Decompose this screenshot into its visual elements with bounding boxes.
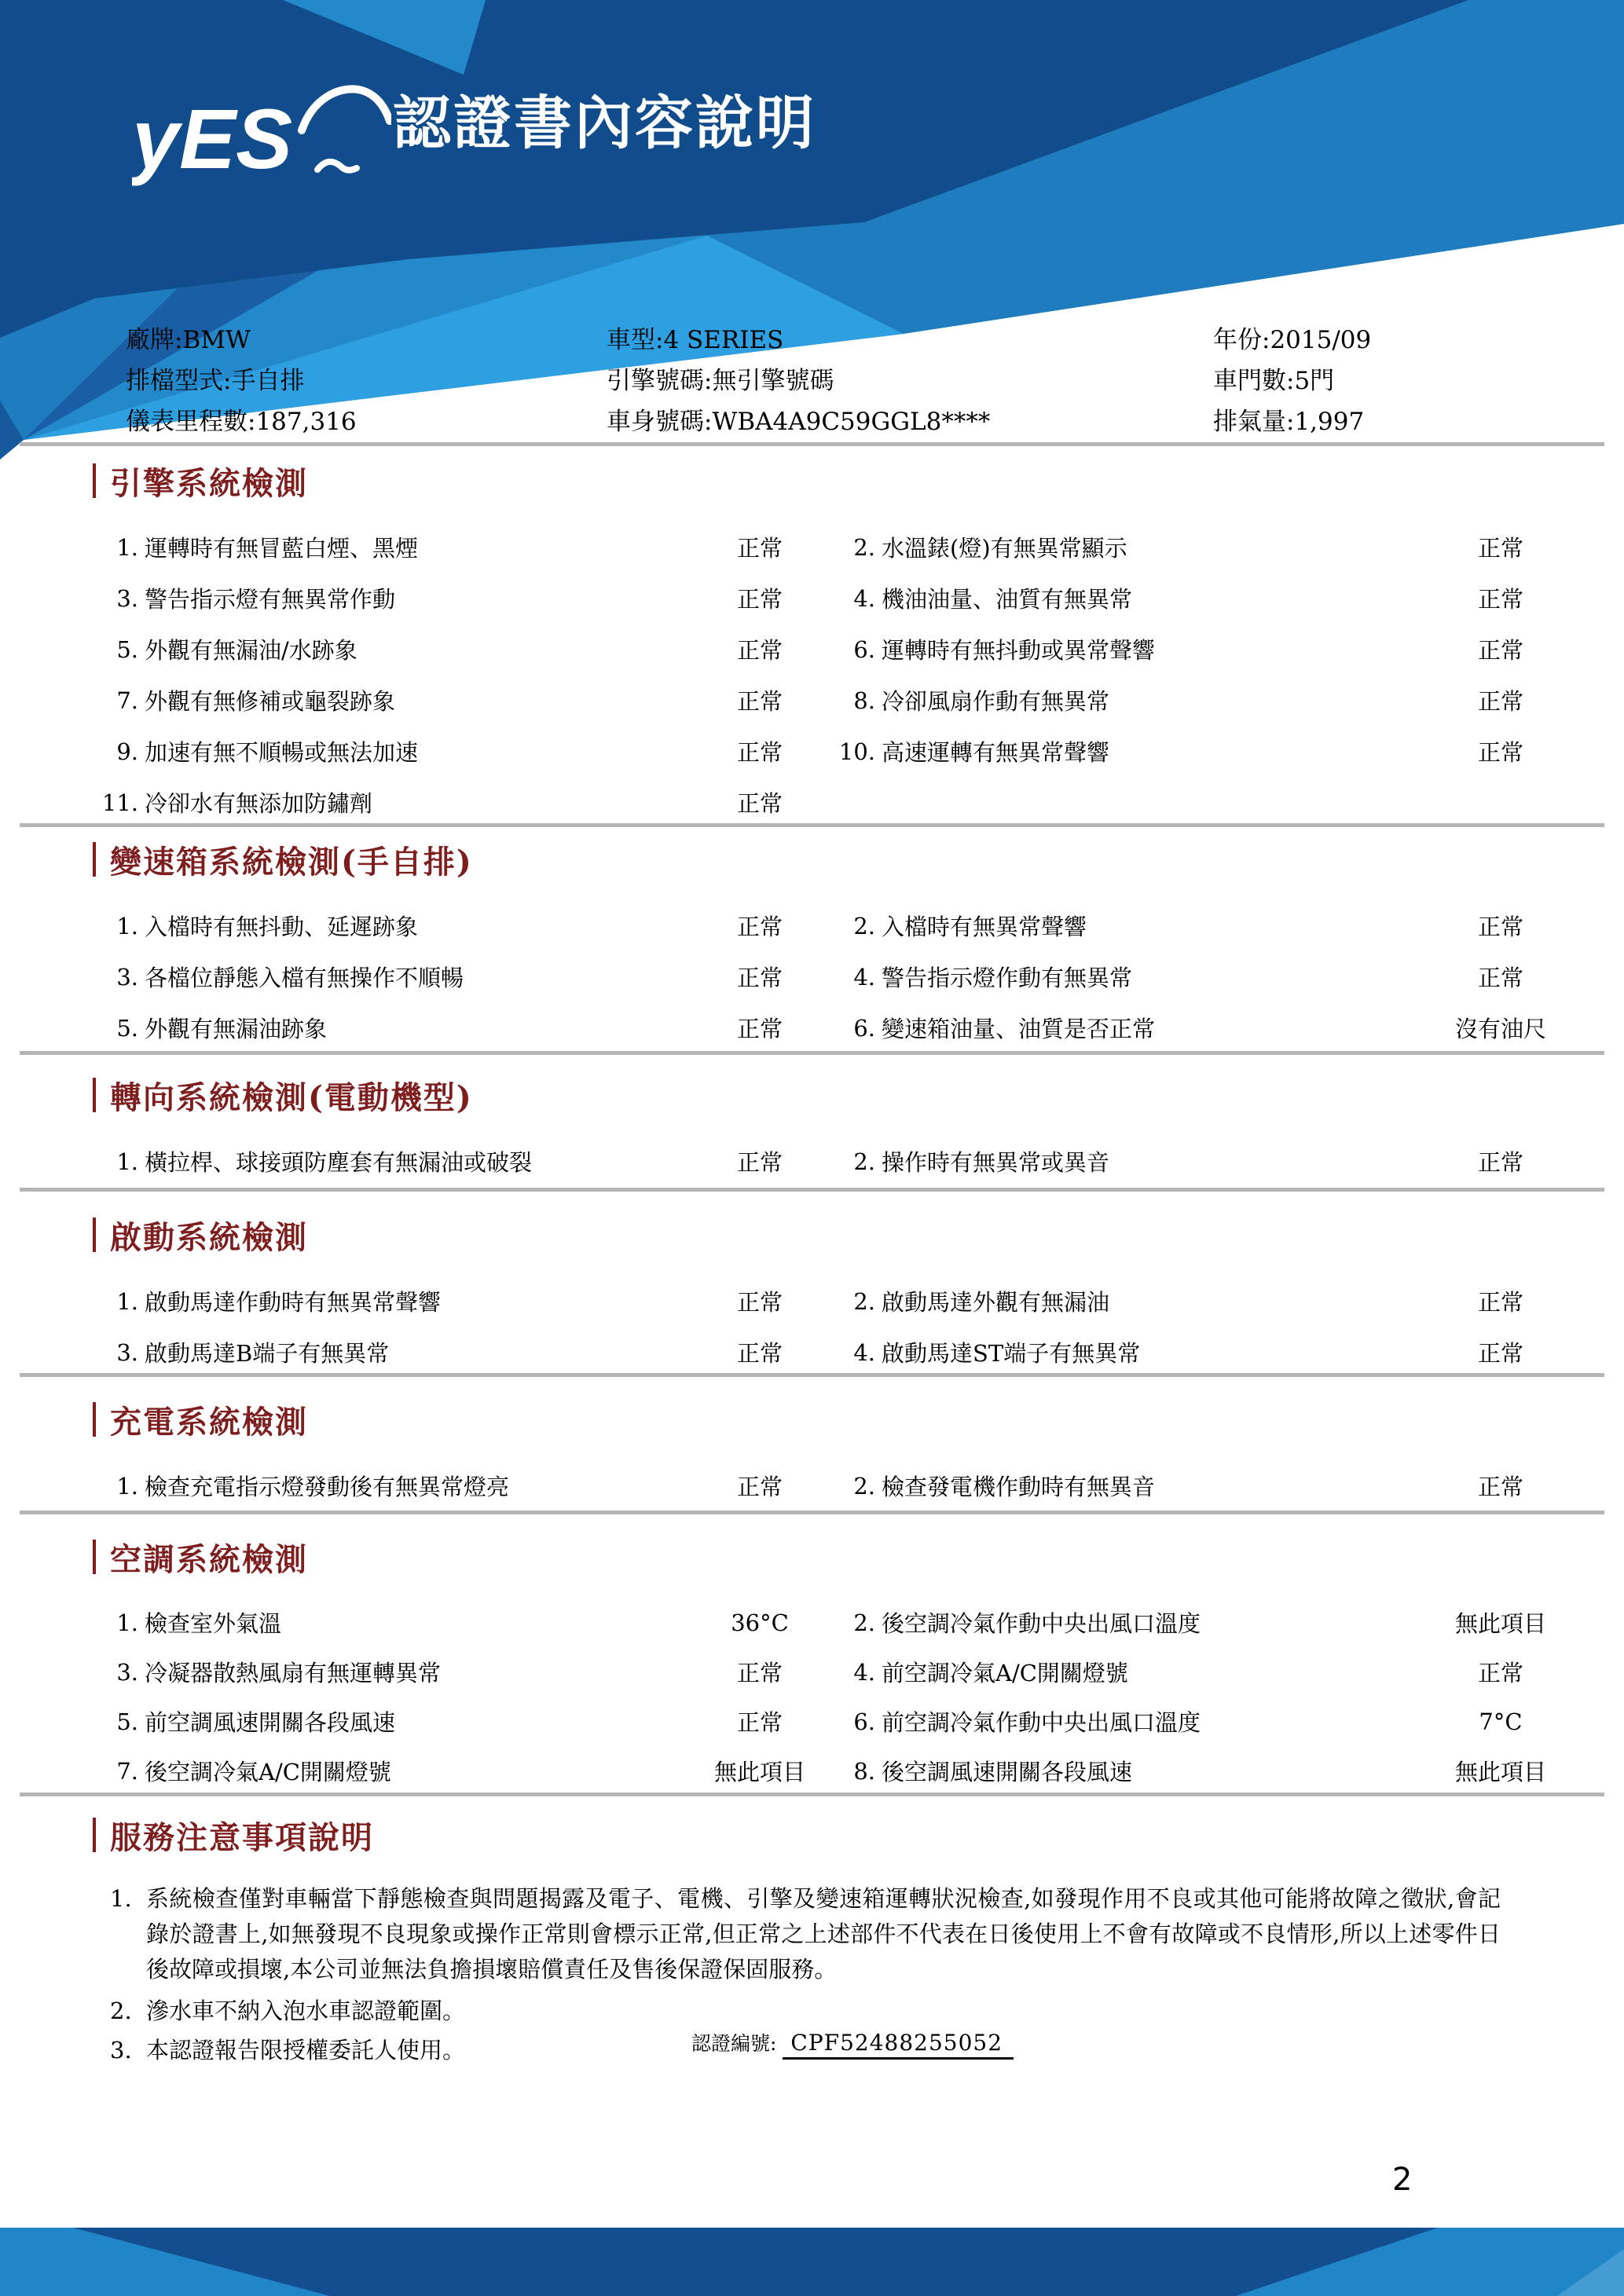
vehicle-displacement: 排氣量:1,997 [1213, 408, 1365, 436]
item-number: 5. [116, 1014, 138, 1042]
item-result: 正常 [1477, 914, 1523, 940]
item-result: 7°C [1479, 1708, 1523, 1735]
item-result: 正常 [736, 914, 783, 940]
inspection-row [94, 675, 1564, 726]
item-number: 2. [853, 1472, 875, 1500]
item-number: 5. [116, 1708, 138, 1735]
section-accent-bar [93, 1540, 96, 1574]
item-label: 啟動馬達ST端子有無異常 [882, 1340, 1141, 1367]
item-label: 高速運轉有無異常聲響 [882, 739, 1110, 766]
certificate-number-label: 認證編號: [691, 2032, 777, 2055]
section-accent-bar [93, 1078, 96, 1112]
item-label: 操作時有無異常或異音 [882, 1149, 1110, 1176]
item-label: 各檔位靜態入檔有無操作不順暢 [145, 965, 464, 991]
inspection-row [94, 1598, 1564, 1647]
car-silhouette-icon [302, 89, 390, 170]
vehicle-door-count: 車門數:5門 [1213, 367, 1335, 395]
item-number: 4. [853, 584, 875, 612]
item-result: 正常 [736, 1474, 783, 1500]
section-items [94, 1460, 1564, 1511]
note-text: 本認證報告限授權委託人使用。 [146, 2037, 466, 2063]
item-number: 6. [853, 1708, 875, 1735]
inspection-row [94, 1276, 1564, 1327]
vehicle-vin: 車身號碼:WBA4A9C59GGL8**** [607, 408, 991, 436]
section-items [94, 1598, 1564, 1796]
item-number: 4. [853, 963, 875, 991]
inspection-row [94, 1647, 1564, 1697]
item-result: 正常 [736, 790, 783, 817]
inspection-row [94, 624, 1564, 675]
item-label: 前空調冷氣A/C開關燈號 [882, 1660, 1128, 1686]
item-number: 6. [853, 635, 875, 663]
item-label: 外觀有無漏油/水跡象 [145, 637, 357, 664]
item-number: 3. [116, 584, 138, 612]
section-header [93, 1538, 1624, 1576]
inspection-row [94, 951, 1564, 1002]
item-label: 運轉時有無抖動或異常聲響 [882, 637, 1156, 664]
item-number: 1. [116, 1148, 138, 1175]
yes-logo [132, 75, 391, 201]
section-accent-bar [93, 1402, 96, 1437]
item-number: 3. [116, 963, 138, 991]
item-label: 冷卻水有無添加防鏽劑 [145, 790, 373, 817]
section-title: 空調系統檢測 [110, 1540, 308, 1578]
vehicle-engine-no: 引擎號碼:無引擎號碼 [607, 367, 834, 395]
item-number: 1. [116, 1472, 138, 1500]
inspection-row [94, 1002, 1564, 1053]
item-result: 無此項目 [1454, 1610, 1546, 1637]
item-result: 正常 [1477, 586, 1523, 613]
section-title: 啟動系統檢測 [110, 1218, 308, 1256]
item-label: 外觀有無修補或龜裂跡象 [145, 688, 396, 715]
note-text: 滲水車不納入泡水車認證範圍。 [146, 1998, 466, 2024]
item-result: 正常 [736, 1149, 783, 1176]
item-number: 1. [116, 533, 138, 561]
section-accent-bar [93, 463, 96, 498]
item-number: 6. [853, 1014, 875, 1042]
inspection-row [94, 522, 1564, 573]
item-number: 7. [116, 1757, 138, 1785]
item-label: 前空調風速開關各段風速 [145, 1709, 396, 1736]
item-number: 10. [838, 738, 875, 765]
item-label: 加速有無不順暢或無法加速 [145, 739, 419, 766]
vehicle-gearbox-type: 排檔型式:手自排 [126, 367, 305, 395]
section-header [93, 462, 1624, 500]
item-result: 正常 [1477, 535, 1523, 562]
item-result: 無此項目 [713, 1759, 805, 1785]
vehicle-info-row [126, 320, 1593, 361]
item-label: 冷卻風扇作動有無異常 [882, 688, 1110, 715]
item-number: 2. [853, 533, 875, 561]
item-result: 正常 [736, 1340, 783, 1367]
section-title: 引擎系統檢測 [110, 464, 308, 502]
item-number: 2. [853, 1609, 875, 1636]
item-result: 正常 [736, 586, 783, 613]
item-number: 2. [853, 1148, 875, 1175]
section-accent-bar [93, 842, 96, 877]
service-note [110, 1995, 1501, 2027]
section-starting [0, 1216, 1624, 1378]
section-engine [0, 462, 1624, 828]
item-result: 正常 [736, 1709, 783, 1736]
vehicle-brand: 廠牌:BMW [126, 326, 251, 354]
item-label: 啟動馬達外觀有無漏油 [882, 1289, 1110, 1316]
item-result: 正常 [736, 688, 783, 715]
item-label: 警告指示燈有無異常作動 [145, 586, 396, 613]
item-label: 啟動馬達作動時有無異常聲響 [145, 1289, 442, 1316]
section-title: 充電系統檢測 [110, 1403, 308, 1441]
inspection-row [94, 1746, 1564, 1796]
item-result: 正常 [1477, 1474, 1523, 1500]
item-result: 正常 [736, 739, 783, 766]
item-number: 8. [853, 687, 875, 714]
section-header [93, 840, 1624, 881]
item-label: 變速箱油量、油質是否正常 [882, 1016, 1156, 1042]
section-title: 變速箱系統檢測(手自排) [110, 843, 473, 881]
section-accent-bar [93, 1818, 96, 1852]
item-label: 入檔時有無異常聲響 [882, 914, 1087, 940]
item-result: 正常 [736, 1660, 783, 1686]
section-charging [0, 1401, 1624, 1511]
item-result: 正常 [1477, 1289, 1523, 1316]
item-label: 水溫錶(燈)有無異常顯示 [882, 535, 1127, 562]
divider [20, 1188, 1604, 1192]
section-items [94, 1276, 1564, 1378]
item-number: 4. [853, 1338, 875, 1366]
item-result: 正常 [1477, 1340, 1523, 1367]
item-label: 檢查充電指示燈發動後有無異常燈亮 [145, 1474, 510, 1500]
item-number: 2. [853, 912, 875, 939]
inspection-row [94, 1136, 1564, 1187]
item-result: 正常 [1477, 739, 1523, 766]
note-number: 1. [110, 1885, 132, 1912]
section-header [93, 1076, 1624, 1114]
item-number: 1. [116, 912, 138, 939]
item-number: 3. [116, 1658, 138, 1686]
item-label: 後空調冷氣作動中央出風口溫度 [882, 1610, 1201, 1637]
section-title: 服務注意事項說明 [110, 1818, 374, 1856]
item-label: 入檔時有無抖動、延遲跡象 [145, 914, 419, 940]
item-result: 正常 [1477, 637, 1523, 664]
section-items [94, 522, 1564, 828]
item-number: 3. [116, 1338, 138, 1366]
item-result: 正常 [1477, 1149, 1523, 1176]
item-number: 1. [116, 1287, 138, 1315]
item-label: 橫拉桿、球接頭防塵套有無漏油或破裂 [145, 1149, 533, 1176]
item-result: 正常 [1477, 1660, 1523, 1686]
item-number: 2. [853, 1287, 875, 1315]
vehicle-mileage: 儀表里程數:187,316 [126, 408, 357, 436]
item-number: 5. [116, 635, 138, 663]
section-steering [0, 1076, 1624, 1187]
item-number: 11. [101, 789, 138, 816]
item-number: 4. [853, 1658, 875, 1686]
inspection-row [94, 900, 1564, 951]
item-label: 警告指示燈作動有無異常 [882, 965, 1133, 991]
inspection-row [94, 573, 1564, 624]
item-label: 檢查室外氣溫 [145, 1610, 282, 1637]
item-label: 後空調風速開關各段風速 [882, 1759, 1133, 1785]
item-number: 1. [116, 1609, 138, 1636]
certificate-number-value: CPF52488255052 [783, 2030, 1014, 2060]
item-label: 冷凝器散熱風扇有無運轉異常 [145, 1660, 442, 1686]
inspection-row [94, 777, 1564, 828]
section-transmission [0, 840, 1624, 1053]
vehicle-info-row [126, 361, 1593, 401]
section-service-notes [0, 1816, 1624, 1854]
section-header [93, 1816, 1624, 1854]
item-label: 啟動馬達B端子有無異常 [145, 1340, 390, 1367]
item-result: 沒有油尺 [1454, 1016, 1546, 1042]
vehicle-info-row [126, 401, 1593, 442]
service-note [110, 1881, 1501, 1987]
item-result: 正常 [736, 1289, 783, 1316]
page-number: 2 [1392, 2162, 1413, 2198]
certificate-number-line [691, 2028, 1014, 2056]
vehicle-year: 年份:2015/09 [1213, 326, 1372, 354]
inspection-row [94, 1697, 1564, 1746]
inspection-row [94, 726, 1564, 777]
note-number: 2. [110, 1998, 132, 2024]
section-items [94, 1136, 1564, 1187]
item-result: 正常 [1477, 688, 1523, 715]
item-result: 正常 [1477, 965, 1523, 991]
page-title: 認證書內容說明 [393, 90, 816, 156]
section-title: 轉向系統檢測(電動機型) [110, 1078, 473, 1116]
vehicle-model: 車型:4 SERIES [607, 326, 784, 354]
vehicle-info [126, 320, 1593, 442]
inspection-row [94, 1327, 1564, 1378]
item-result: 正常 [736, 535, 783, 562]
section-header [93, 1401, 1624, 1441]
item-result: 無此項目 [1454, 1759, 1546, 1785]
item-label: 外觀有無漏油跡象 [145, 1016, 328, 1042]
item-number: 7. [116, 687, 138, 714]
item-number: 8. [853, 1757, 875, 1785]
item-result: 正常 [736, 965, 783, 991]
yes-logo-text: yES [132, 91, 293, 186]
section-accent-bar [93, 1218, 96, 1252]
footer-banner-art [0, 2228, 1624, 2296]
section-items [94, 900, 1564, 1053]
inspection-row [94, 1460, 1564, 1511]
divider [20, 442, 1604, 446]
item-label: 檢查發電機作動時有無異音 [882, 1474, 1156, 1500]
item-label: 前空調冷氣作動中央出風口溫度 [882, 1709, 1201, 1736]
item-result: 正常 [736, 1016, 783, 1042]
item-result: 正常 [736, 637, 783, 664]
note-text: 系統檢查僅對車輛當下靜態檢查與問題揭露及電子、電機、引擎及變速箱運轉狀況檢查,如發現作用不良或其他可能將故障之徵狀,會記錄於證書上,如無發現不良現象或操作正常則會標示正常,但正常之上述部件不代表在日後使用上不會有故障或不良情形,所以上述零件日後故障或損壞,本公司並無法負擔損壞賠償責任及售後保證保固服務。 [146, 1885, 1501, 1983]
item-label: 運轉時有無冒藍白煙、黑煙 [145, 535, 419, 562]
item-label: 機油油量、油質有無異常 [882, 586, 1133, 613]
section-header [93, 1216, 1624, 1254]
item-number: 9. [116, 738, 138, 765]
item-result: 36°C [731, 1609, 789, 1636]
section-air-conditioning [0, 1538, 1624, 1796]
item-label: 後空調冷氣A/C開關燈號 [145, 1759, 391, 1785]
note-number: 3. [110, 2037, 132, 2063]
